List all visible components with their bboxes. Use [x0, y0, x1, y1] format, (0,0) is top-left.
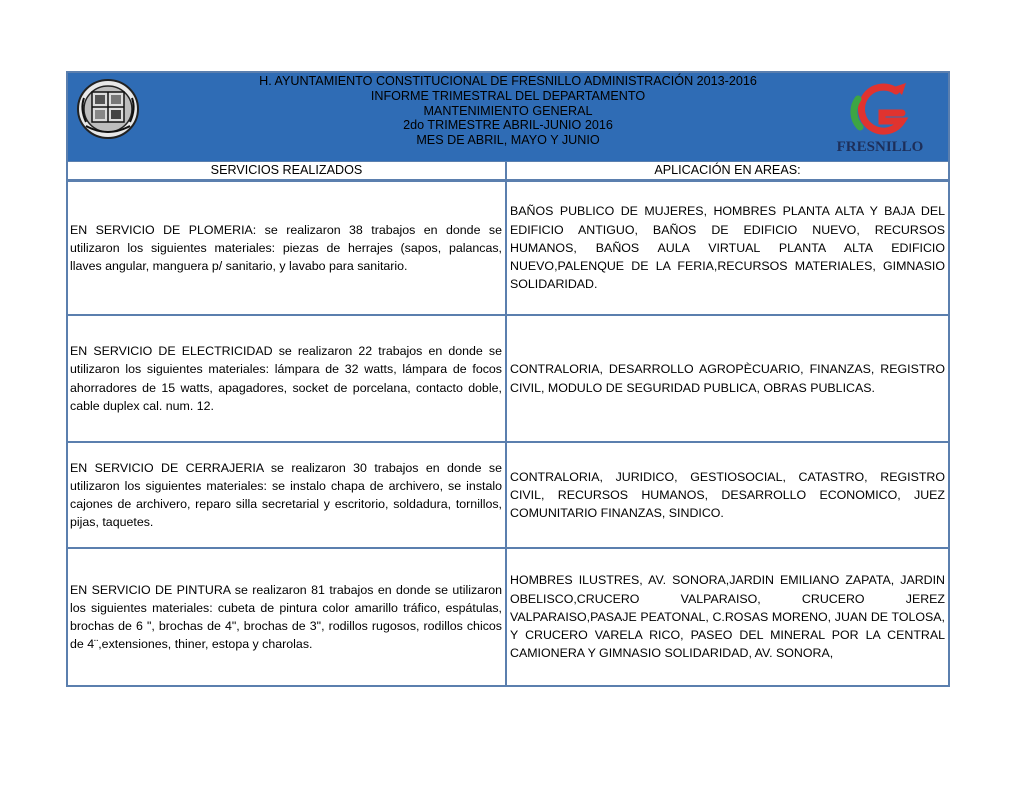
report-title-line-5: MES DE ABRIL, MAYO Y JUNIO: [416, 133, 600, 148]
service-cell: [68, 316, 507, 441]
logo-wordmark: FRESNILLO: [836, 139, 924, 155]
report-table: [66, 71, 950, 687]
table-row: [68, 547, 948, 685]
areas-text: CONTRALORIA, JURIDICO, GESTIOSOCIAL, CATASTRO, REGISTRO CIVIL, RECURSOS HUMANOS, DESARROLLO ECONOMICO, JUEZ COMUNITARIO FINANZAS, SINDICO.: [510, 469, 945, 521]
service-cell: [68, 549, 507, 685]
service-cell: [68, 182, 507, 314]
areas-text: CONTRALORIA, DESARROLLO AGROPÈCUARIO, FINANZAS, REGISTRO CIVIL, MODULO DE SEGURIDAD PUBLICA, OBRAS PUBLICAS.: [510, 362, 945, 395]
report-title-line-4: 2do TRIMESTRE ABRIL-JUNIO 2016: [403, 118, 613, 133]
service-text: EN SERVICIO DE CERRAJERIA se realizaron 30 trabajos en donde se utilizaron los siguientes materiales: se instalo chapa de archivero, se instalo cajones de archivero, reparo silla secretarial y escritorio, soldadura, tornillos, pijas, taquetes.: [70, 460, 502, 530]
report-title-line-3: MANTENIMIENTO GENERAL: [423, 103, 593, 118]
column-header-areas: APLICACIÓN EN AREAS:: [654, 163, 801, 177]
fresnillo-logo-icon: [830, 77, 930, 157]
table-row: [68, 180, 948, 314]
service-text: EN SERVICIO DE ELECTRICIDAD se realizaron 22 trabajos en donde se utilizaron los siguientes materiales: lámpara de 32 watts, lámpara de focos ahorradores de 15 watts, apagadores, socket de porcelana, contacto doble, cable duplex cal. num. 12.: [70, 344, 502, 413]
service-text: EN SERVICIO DE PLOMERIA: se realizaron 38 trabajos en donde se utilizaron los siguientes materiales: piezas de herrajes (sapos, palancas, llaves angular, manguera p/ sanitario, y lavabo para sanitario.: [70, 222, 502, 274]
service-text: EN SERVICIO DE PINTURA se realizaron 81 trabajos en donde se utilizaron los siguientes materiales: cubeta de pintura color amarillo tráfico, espátulas, brochas de 6 ", brochas de 4", brochas de 3", rodillos rugosos, rodillos chicos de 4¨,extensiones, thiner, estopa y charolas.: [70, 582, 502, 652]
table-row: [68, 314, 948, 441]
report-title-line-2: INFORME TRIMESTRAL DEL DEPARTAMENTO: [370, 88, 646, 103]
areas-cell: [507, 443, 948, 547]
column-header-services: SERVICIOS REALIZADOS: [68, 162, 507, 179]
areas-text: HOMBRES ILUSTRES, AV. SONORA,JARDIN EMILIANO ZAPATA, JARDIN OBELISCO,CRUCERO VALPARAISO, CRUCERO JEREZ VALPARAISO,PASAJE PEATONAL, C.ROSAS MORENO, JUAN DE TOLOSA, Y CRUCERO VARELA RICO, PASEO DEL MINERAL POR LA CENTRAL CAMIONERA Y GIMNASIO SOLIDARIDAD, AV. SONORA,: [510, 573, 945, 661]
service-cell: [68, 443, 507, 547]
areas-cell: [507, 182, 948, 314]
areas-cell: [507, 316, 948, 441]
column-headers: [68, 162, 948, 180]
areas-text: BAÑOS PUBLICO DE MUJERES, HOMBRES PLANTA ALTA Y BAJA DEL EDIFICIO ANTIGUO, BAÑOS DE EDIFICIO NUEVO, RECURSOS HUMANOS, BAÑOS AULA VIRTUAL PLANTA ALTA EDIFICIO NUEVO,PALENQUE DE LA FERIA,RECURSOS MATERIALES, GIMNASIO SOLIDARIDAD.: [510, 204, 945, 292]
report-header-banner: [68, 73, 948, 162]
report-title-block: [68, 74, 948, 148]
table-row: [68, 441, 948, 547]
areas-cell: [507, 549, 948, 685]
report-title-line-1: H. AYUNTAMIENTO CONSTITUCIONAL DE FRESNILLO ADMINISTRACIÓN 2013-2016: [259, 74, 757, 88]
